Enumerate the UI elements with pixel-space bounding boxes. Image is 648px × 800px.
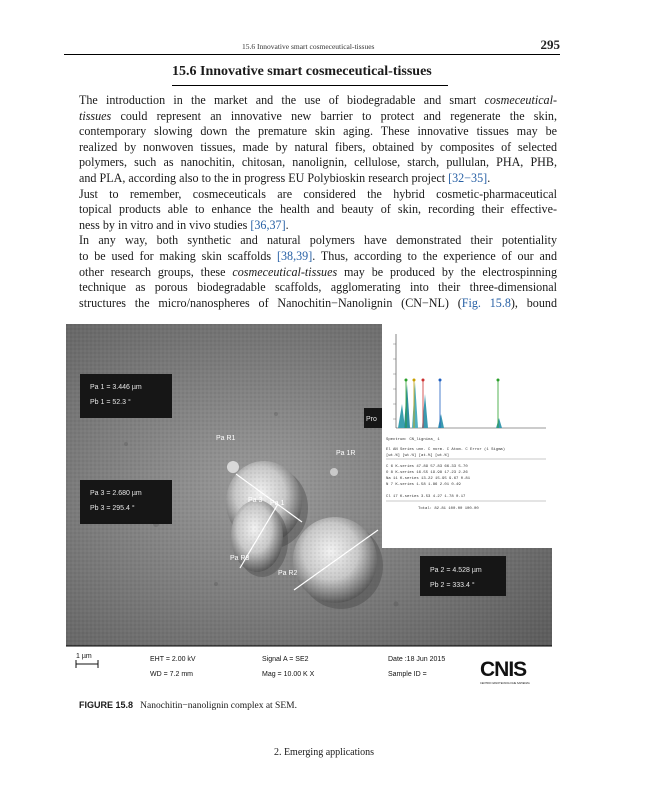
text-line: topical products able to enhance the health and beauty of skin, recording their effective-: [79, 202, 557, 217]
paragraph-3: [79, 233, 557, 311]
text-line: to be used for making skin scaffolds [38,39]. Thus, according to the experience of our and: [79, 248, 557, 263]
measurement-box-3: [80, 480, 172, 524]
text-line: structures the micro/nanospheres of Nanochitin−Nanolignin (CN−NL) (Fig. 15.8), bound: [79, 295, 557, 310]
sem-info-bar: [66, 646, 552, 690]
page-number: 295: [540, 37, 560, 52]
eds-table-row: Cl 17 K-series 3.53 4.27 1.78 0.17: [386, 495, 466, 499]
figure-caption: [79, 700, 297, 711]
cnis-logo: [480, 658, 530, 685]
text-line: polymers, such as nanochitin, chitosan, nanolignin, cellulose, starch, pullulan, PHA, PHB,: [79, 155, 557, 170]
eds-inset: [382, 324, 552, 548]
eds-table-row: N 7 K-series 1.58 1.86 2.01 0.49: [386, 483, 461, 487]
cnis-logo-text: CNIS: [480, 658, 527, 681]
measurement-box-1: [80, 374, 172, 418]
citation-link[interactable]: [36,37]: [250, 217, 286, 232]
small-particle: [330, 468, 338, 476]
sample-id-value: Sample ID =: [388, 671, 427, 678]
svg-text:Pb 2 = 333.4 °: Pb 2 = 333.4 °: [430, 582, 475, 589]
running-head: [64, 38, 560, 55]
text-line: technique as porous biodegradable scaffolds, agglomerating into their three-dimensional: [79, 280, 557, 295]
eht-value: EHT = 2.00 kV: [150, 656, 196, 663]
sem-figure: [66, 324, 552, 690]
point-label: Pa R3: [230, 555, 250, 562]
figure-link[interactable]: Fig. 15.8: [461, 295, 511, 310]
eds-table-header: [wt.%] [wt.%] [at.%] [wt.%]: [386, 454, 450, 458]
svg-text:Pa 1 = 3.446 µm: Pa 1 = 3.446 µm: [90, 384, 142, 391]
citation-link[interactable]: [38,39]: [276, 248, 313, 263]
point-label: Pa 1R: [336, 450, 356, 457]
caption-label: FIGURE 15.8: [79, 700, 134, 710]
caption-text: Nanochitin−nanolignin complex at SEM.: [140, 701, 297, 711]
measurement-box-2: [420, 556, 506, 596]
text-line: tissues could represent an innovative new barrier to protect and regenerate the skin,: [79, 108, 557, 123]
text-line: In any way, both synthetic and natural polymers have demonstrated their potentiality: [79, 233, 557, 248]
paragraph-2: [79, 187, 557, 234]
point-label: Pa R2: [278, 570, 298, 577]
page-footer: 2. Emerging applications: [273, 747, 375, 758]
mag-value: Mag = 10.00 K X: [262, 671, 315, 678]
body-text: [79, 93, 557, 311]
section-heading: 15.6 Innovative smart cosmeceutical-tissues: [172, 64, 448, 86]
text-line: other research groups, these cosmeceutical-tissues may be produced by the electrospinning: [79, 264, 557, 279]
point-label: Pa R1: [216, 435, 236, 442]
date-value: Date :18 Jun 2015: [388, 656, 446, 663]
citation-link[interactable]: [32−35]: [448, 170, 488, 185]
eds-table-header: El AN Series unn. C norm. C Atom. C Error (1 Sigma): [386, 448, 506, 452]
eds-table-row: C 6 K-series 47.89 57.83 66.33 5.70: [386, 465, 468, 469]
text-line: The introduction in the market and the use of biodegradable and smart cosmeceutical-: [79, 93, 557, 107]
text-line: and PLA, according also to the in progress EU Polybioskin research project [32−35].: [79, 170, 491, 185]
text-line: Just to remember, cosmeceuticals are considered the hybrid cosmetic-pharmaceutical: [79, 186, 557, 201]
cut-label: Pro: [366, 416, 377, 423]
paragraph-1: [79, 93, 557, 187]
wd-value: WD = 7.2 mm: [150, 671, 193, 678]
cnis-logo-subtitle: CENTRO NANOTECNOLOGIE SAPIENZA: [480, 682, 530, 685]
svg-text:Pa 3 = 2.680 µm: Pa 3 = 2.680 µm: [90, 490, 142, 497]
running-head-title: 15.6 Innovative smart cosmeceutical-tissues: [242, 42, 375, 51]
eds-spectrum-title: Spectrum: CN_lignina_ 1: [386, 438, 440, 442]
eds-table-row: O 8 K-series 16.55 19.98 17.23 2.26: [386, 471, 468, 475]
point-label: Pa 1: [270, 500, 285, 507]
svg-text:Pa 2 = 4.528 µm: Pa 2 = 4.528 µm: [430, 567, 482, 574]
eds-table-row: Na 11 K-series 13.22 15.95 9.67 0.81: [386, 477, 471, 481]
eds-table-total: Total: 82.81 100.00 100.00: [418, 507, 479, 511]
text-line: contemporary slowing down the premature skin aging. These innovative tissues may be: [79, 124, 557, 139]
signal-value: Signal A = SE2: [262, 656, 309, 663]
point-label: Pa 3: [248, 497, 263, 504]
svg-text:Pb 3 = 295.4 °: Pb 3 = 295.4 °: [90, 505, 135, 512]
svg-text:Pb 1 = 52.3 °: Pb 1 = 52.3 °: [90, 399, 131, 406]
small-particle: [227, 461, 239, 473]
text-line: realized by nonwoven tissues, made by natural fibers, obtained by composites of selected: [79, 139, 557, 154]
text-line: ness by in vitro and in vivo studies [36,37].: [79, 217, 289, 232]
scale-bar-label: 1 µm: [76, 653, 92, 660]
